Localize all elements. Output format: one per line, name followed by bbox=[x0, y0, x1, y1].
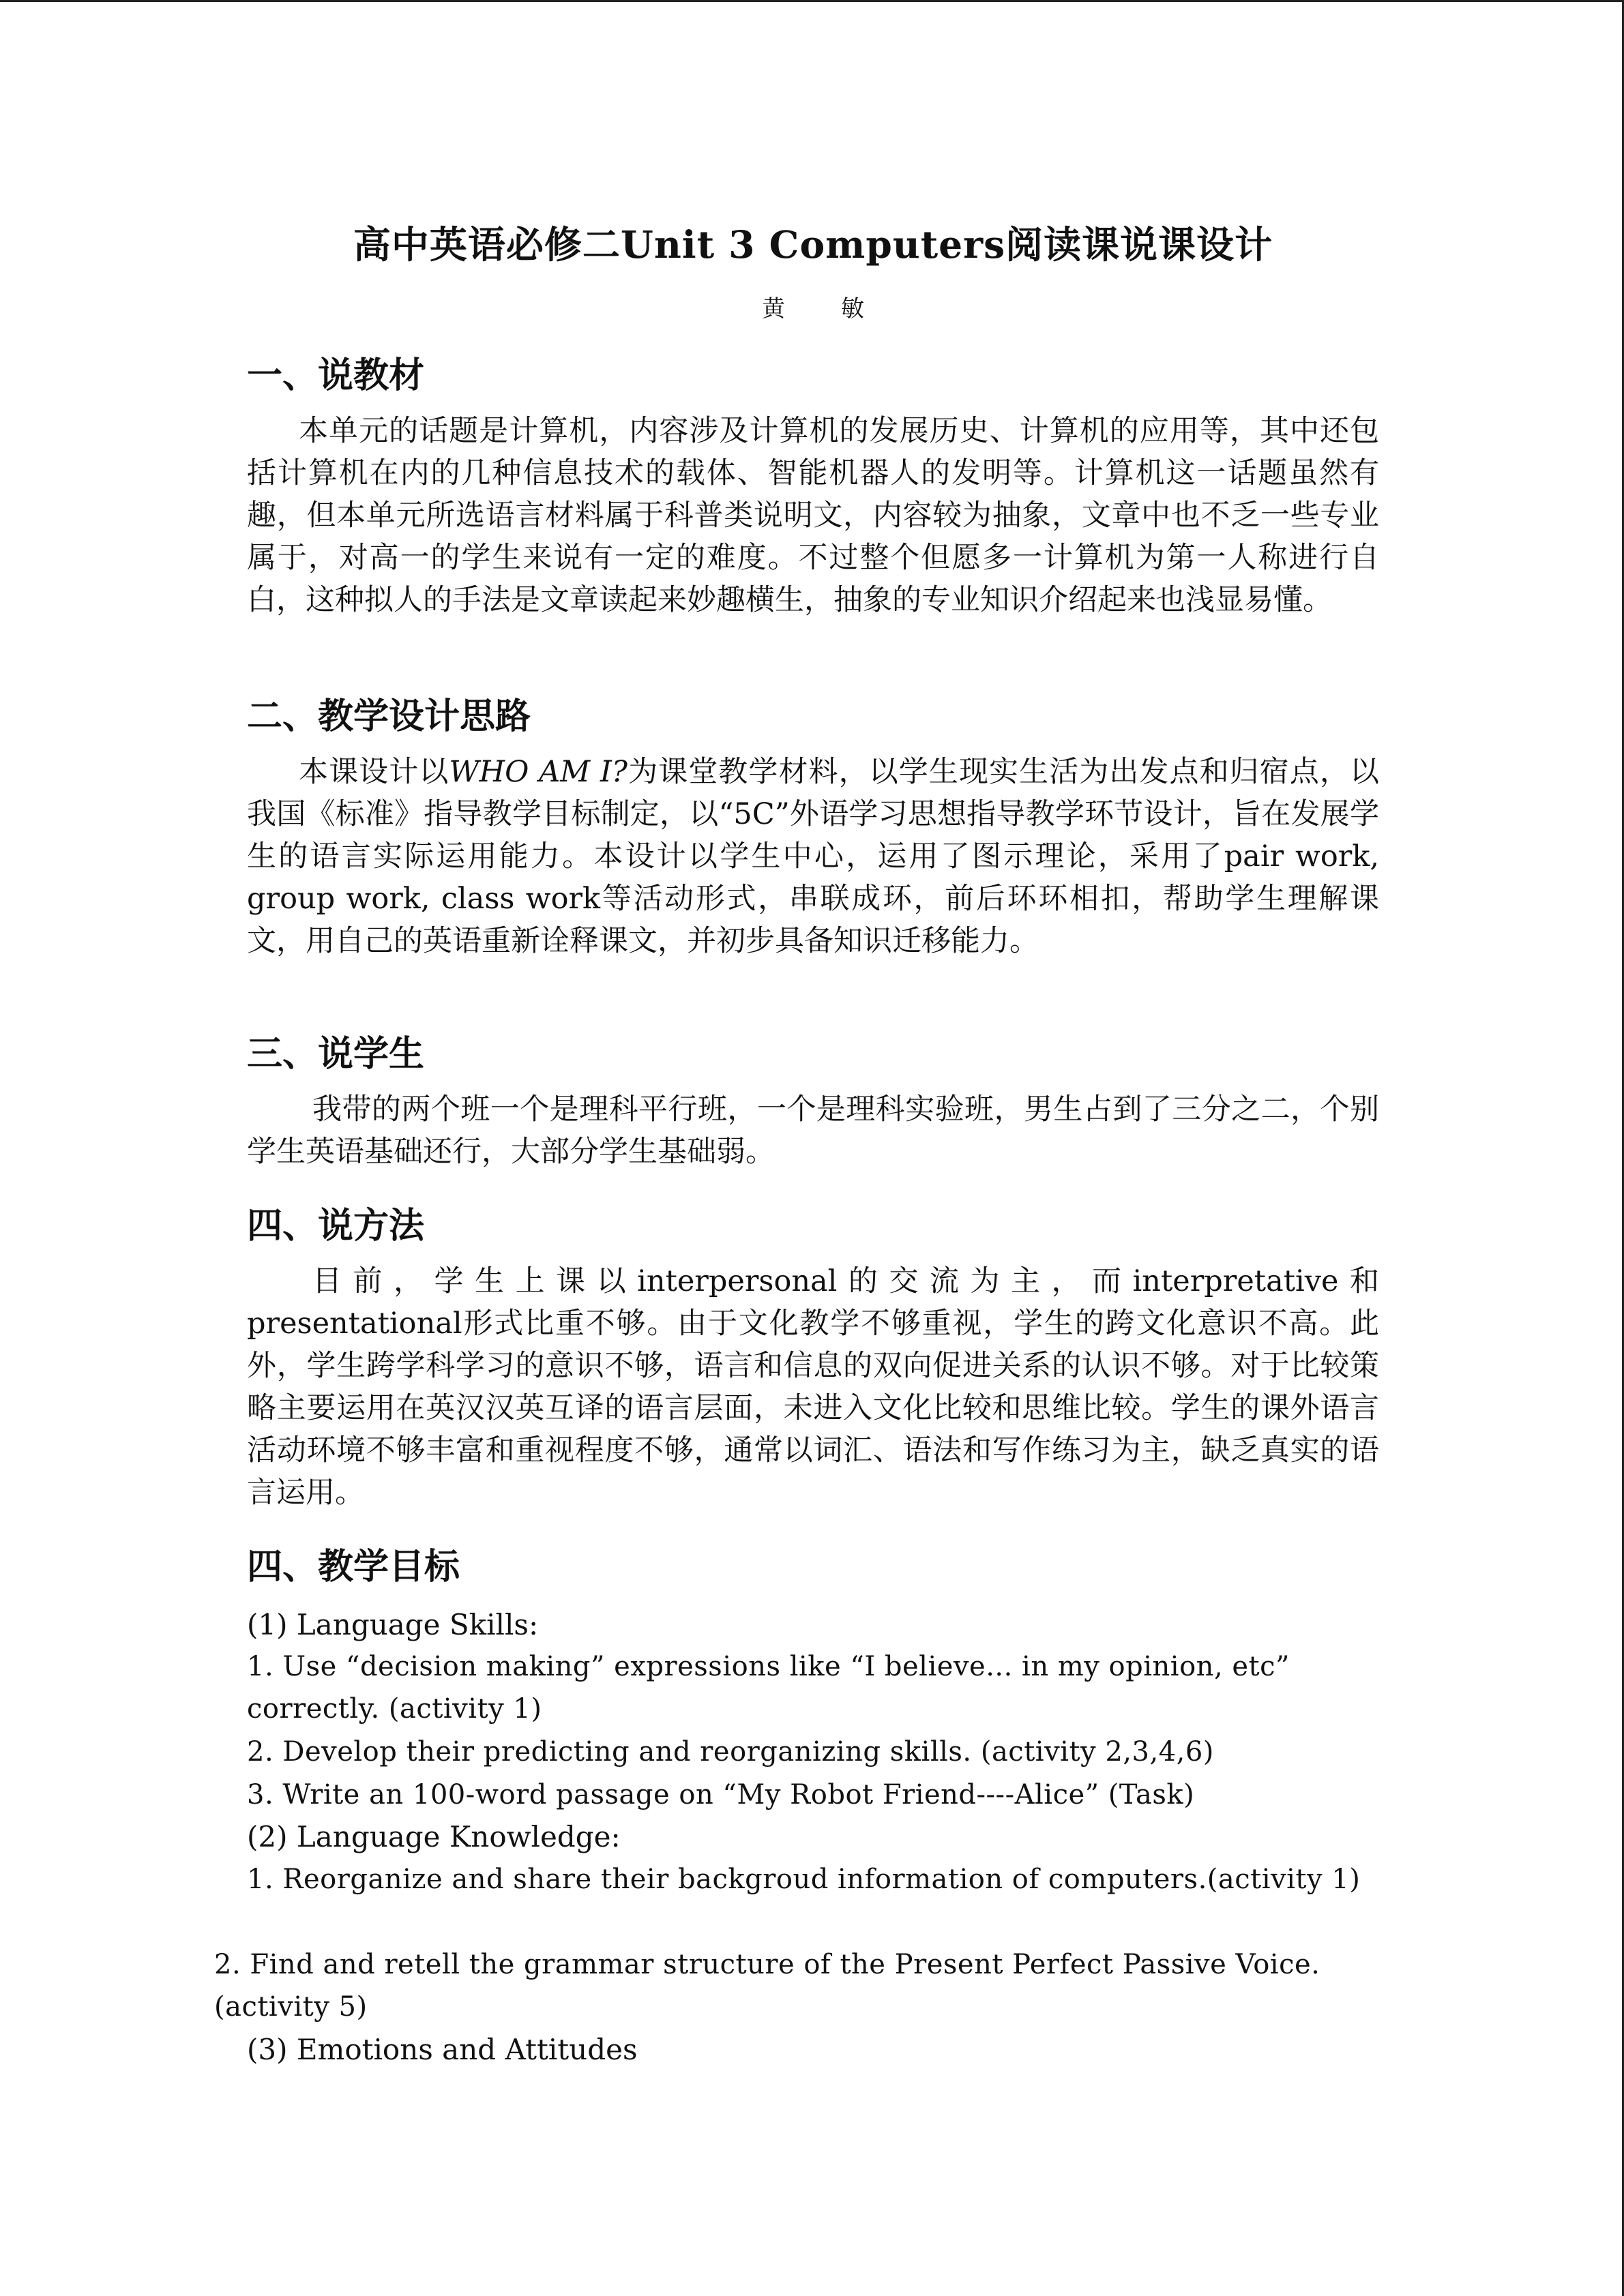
objective-item: 1. Reorganize and share their backgroud information of computers.(activity 1) bbox=[247, 1864, 1361, 1895]
section-paragraph-students: 我带的两个班一个是理科平行班，一个是理科实验班，男生占到了三分之二，个别学生英语基础还行，大部分学生基础弱。 bbox=[247, 1092, 1379, 1169]
design-rest: 为课堂教学材料，以学生现实生活为出发点和归宿点，以我国《标准》指导教学目标制定，以“5C”外语学习思想指导教学环节设计，旨在发展学生的语言实际运用能力。本设计以学生中心，运用了图示理论，采用了pair work, group work, class work等活动形式，串联成环，前后环环相扣，帮助学生理解课文，用自己的英语重新诠释课文，并初步具备知识迁移能力。 bbox=[247, 755, 1379, 958]
section-paragraph-textbook: 本单元的话题是计算机，内容涉及计算机的发展历史、计算机的应用等，其中还包括计算机在内的几种信息技术的载体、智能机器人的发明等。计算机这一话题虽然有趣，但本单元所选语言材料属于科普类说明文，内容较为抽象，文章中也不乏一些专业属于，对高一的学生来说有一定的难度。不过整个但愿多一计算机为第一人称进行自白，这种拟人的手法是文章读起来妙趣横生，抽象的专业知识介绍起来也浅显易懂。 bbox=[247, 414, 1379, 617]
section-heading-methods: 四、说方法 bbox=[247, 1205, 425, 1247]
objective-emotions-label: (3) Emotions and Attitudes bbox=[247, 2033, 638, 2066]
document-author: 黄敏 bbox=[762, 295, 920, 323]
objective-language-skills-label: (1) Language Skills: bbox=[247, 1608, 539, 1641]
design-material-title: WHO AM I? bbox=[449, 755, 628, 789]
objective-item: 2. Find and retell the grammar structure of the Present Perfect Passive Voice. (activity 5) bbox=[214, 1949, 1320, 2023]
section-heading-objectives: 四、教学目标 bbox=[247, 1546, 460, 1587]
section-heading-students: 三、说学生 bbox=[247, 1033, 425, 1075]
objective-item: 2. Develop their predicting and reorganizing skills. (activity 2,3,4,6) bbox=[247, 1736, 1214, 1768]
design-prefix: 本课设计以 bbox=[299, 755, 449, 789]
objective-language-knowledge-label: (2) Language Knowledge: bbox=[247, 1820, 621, 1853]
section-paragraph-design bbox=[247, 751, 1379, 962]
section-paragraph-methods: 目前，学生上课以interpersonal的交流为主，而interpretative和presentational形式比重不够。由于文化教学不够重视，学生的跨文化意识不高。此外，学生跨学科学习的意识不够，语言和信息的双向促进关系的认识不够。对于比较策略主要运用在英汉汉英互译的语言层面，未进入文化比较和思维比较。学生的课外语言活动环境不够丰富和重视程度不够，通常以词汇、语法和写作练习为主，缺乏真实的语言运用。 bbox=[247, 1264, 1379, 1510]
objective-item: 1. Use “decision making” expressions like “I believe... in my opinion, etc” correctly. (activity 1) bbox=[247, 1651, 1290, 1725]
objective-item: 3. Write an 100-word passage on “My Robot Friend----Alice” (Task) bbox=[247, 1779, 1195, 1810]
section-heading-textbook: 一、说教材 bbox=[247, 355, 425, 396]
document-title: 高中英语必修二Unit 3 Computers阅读课说课设计 bbox=[353, 222, 1273, 267]
section-heading-design: 二、教学设计思路 bbox=[247, 696, 531, 737]
